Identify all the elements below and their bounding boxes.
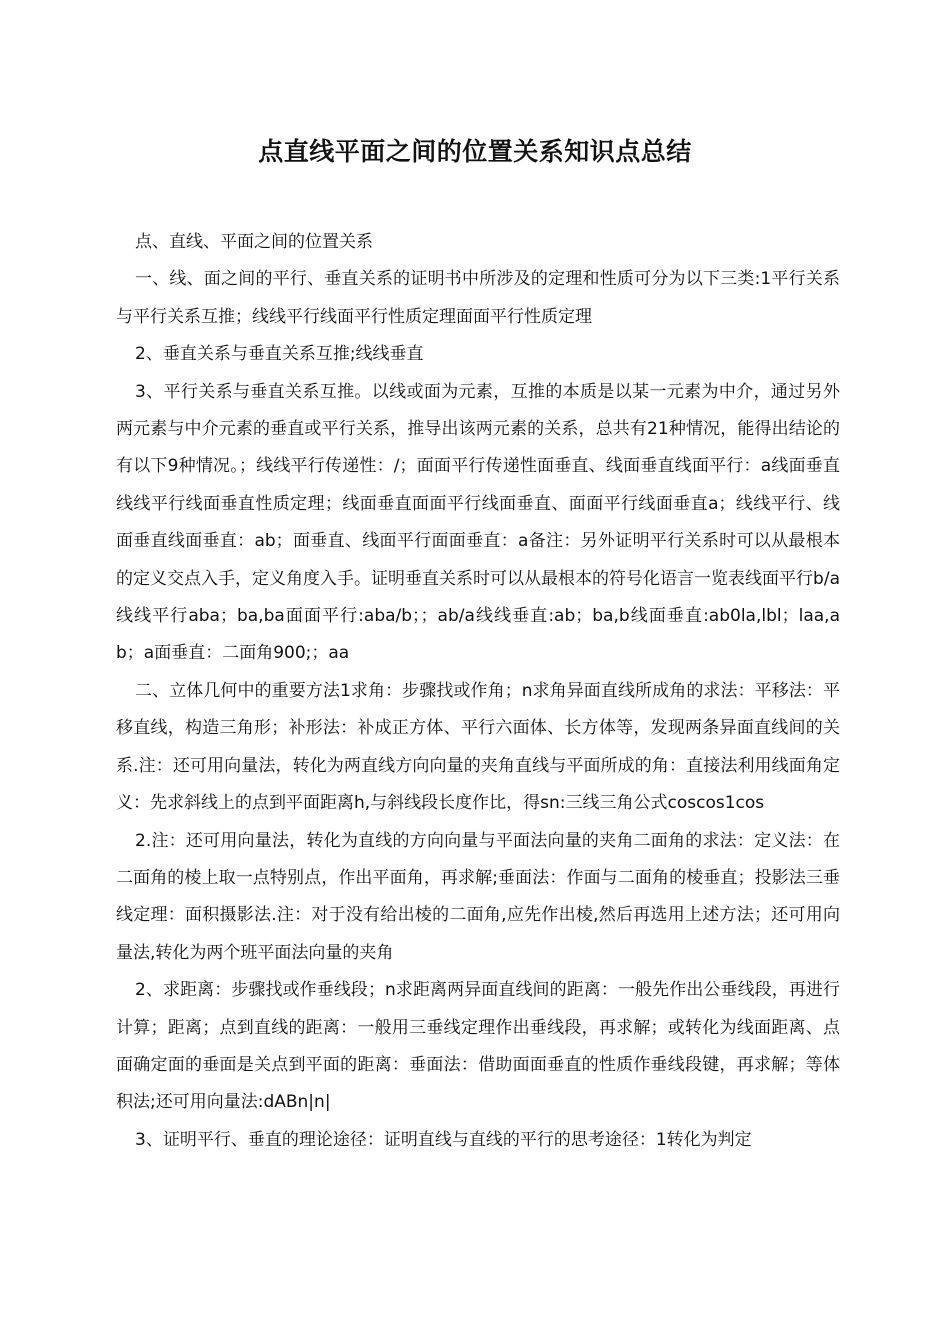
paragraph-distance: 2、求距离：步骤找或作垂线段；n求距离两异面直线间的距离：一般先作出公垂线段，再进行计算；距离；点到直线的距离：一般用三垂线定理作出垂线段，再求解；或转化为线面距离、点面确定面的垂面是关点到平面的距离：垂面法：借助面面垂直的性质作垂线段键，再求解；等体积法;还可用向量法:dABn|n|	[116, 980, 840, 1113]
paragraph-section-two: 二、立体几何中的重要方法1求角：步骤找或作角；n求角异面直线所成角的求法：平移法：平移直线，构造三角形；补形法：补成正方体、平行六面体、长方体等，发现两条异面直线间的关系.注：还可用向量法，转化为两直线方向向量的夹角直线与平面所成的角：直接法利用线面角定义：先求斜线上的点到平面距离h,与斜线段长度作比，得sn:三线三角公式coscos1cos	[116, 680, 840, 814]
paragraph-item-two: 2、垂直关系与垂直关系互推;线线垂直	[135, 344, 424, 365]
paragraph-dihedral-angle: 2.注：还可用向量法，转化为直线的方向向量与平面法向量的夹角二面角的求法：定义法：在二面角的棱上取一点特别点，作出平面角，再求解;垂面法：作面与二面角的棱垂直；投影法三垂线定理：面积摄影法.注：对于没有给出棱的二面角,应先作出棱,然后再选用上述方法；还可用向量法,转化为两个班平面法向量的夹角	[116, 830, 840, 963]
paragraph-section-one: 一、线、面之间的平行、垂直关系的证明书中所涉及的定理和性质可分为以下三类:1平行关系与平行关系互推；线线平行线面平行性质定理面面平行性质定理	[116, 269, 840, 327]
document-body	[116, 224, 840, 1159]
paragraph-proof-paths: 3、证明平行、垂直的理论途径：证明直线与直线的平行的思考途径：1转化为判定	[135, 1129, 752, 1150]
document-title: 点直线平面之间的位置关系知识点总结	[258, 137, 692, 166]
paragraph-item-three: 3、平行关系与垂直关系互推。以线或面为元素，互推的本质是以某一元素为中介，通过另外两元素与中介元素的垂直或平行关系，推导出该两元素的关系，总共有21种情况，能得出结论的有以下9种情况。；线线平行传递性：/；面面平行传递性面垂直、线面垂直线面平行：a线面垂直线线平行线面垂直性质定理；线面垂直面面平行线面垂直、面面平行线面垂直a；线线平行、线面垂直线面垂直：ab；面垂直、线面平行面面垂直：a备注：另外证明平行关系时可以从最根本的定义交点入手，定义角度入手。证明垂直关系时可以从最根本的符号化语言一览表线面平行b/a线线平行aba；ba,ba面面平行:aba/b；；ab/a线线垂直:ab；ba,b线面垂直:ab0la,lbl；laa,ab；a面垂直：二面角900;；aa	[116, 381, 840, 664]
paragraph-heading: 点、直线、平面之间的位置关系	[135, 232, 373, 252]
